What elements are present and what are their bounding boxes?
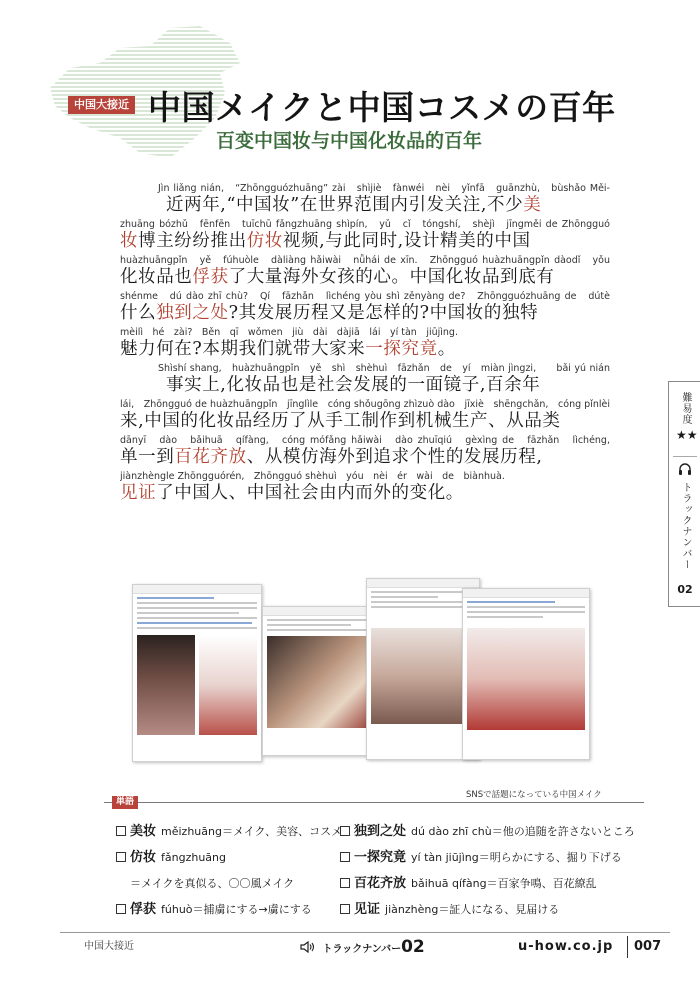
footer-track xyxy=(300,936,425,958)
chinese-line xyxy=(120,446,610,468)
pinyin-line: zhuāng bózhǔ fēnfēn tuīchū fǎngzhuāng shìpín, yǔ cǐ tóngshí, shèjì jīngměi de Zhōngguó xyxy=(120,219,610,230)
vocab-pinyin: dú dào zhī chù xyxy=(411,825,492,838)
vocab-divider xyxy=(104,802,644,803)
chinese-line xyxy=(120,302,610,324)
vocab-list-right xyxy=(340,818,640,922)
text-line xyxy=(120,360,610,396)
checkbox-icon xyxy=(340,878,350,888)
vocab-definition-continued xyxy=(116,870,346,896)
vocab-definition: ＝メイクを真似る、〇〇風メイク xyxy=(130,877,295,890)
text-segment: 。 xyxy=(437,339,456,359)
text-segment: 来,中国的化妆品经历了从手工制作到机械生产、从品类 xyxy=(120,411,561,431)
vocab-item xyxy=(340,818,640,844)
text-line xyxy=(120,324,610,360)
footer-track-label: トラックナンバー xyxy=(322,944,402,955)
vocab-definition: ＝他の追随を許さないところ xyxy=(491,825,635,838)
vocab-highlight: 见证 xyxy=(120,483,157,503)
text-line xyxy=(120,288,610,324)
text-line xyxy=(120,216,610,252)
track-number: 02 xyxy=(677,583,693,596)
sns-post-screenshot xyxy=(462,588,590,760)
makeup-photo xyxy=(137,635,195,735)
section-tag: 中国大接近 xyxy=(68,96,135,114)
vocab-definition: ＝証人になる、見届ける xyxy=(438,903,560,916)
cosmetics-photo xyxy=(267,636,379,728)
pinyin-line: dānyī dào bǎihuā qífàng, cóng mófǎng hǎiwài dào zhuīqiú gèxìng de fāzhǎn lìchéng, xyxy=(120,435,610,446)
chinese-line xyxy=(120,230,610,252)
text-segment: 了中国人、中国社会由内而外的变化。 xyxy=(156,483,464,503)
article-body xyxy=(120,180,610,504)
chinese-line xyxy=(120,482,610,504)
text-segment: 事实上,化妆品也是社会发展的一面镜子,百余年 xyxy=(166,375,541,395)
side-tab xyxy=(668,381,700,607)
vocab-word: 仿妆 xyxy=(130,850,157,865)
checkbox-icon xyxy=(116,852,126,862)
chinese-line xyxy=(120,374,610,396)
text-segment: 化妆品也 xyxy=(120,267,193,287)
pinyin-line: Jìn liǎng nián, “Zhōngguózhuāng” zài shìjiè fànwéi nèi yǐnfā guānzhù, bùshǎo Měi- xyxy=(158,183,610,194)
vocab-highlight: 一探究竟 xyxy=(365,339,438,359)
vocab-highlight: 俘获 xyxy=(192,267,229,287)
page-number: 007 xyxy=(634,939,662,954)
track-label: トラックナンバー xyxy=(680,482,691,570)
vocab-pinyin: yí tàn jiūjìng xyxy=(411,851,479,864)
vocab-definition: ＝捕虜にする→虜にする xyxy=(192,903,312,916)
vocab-word: 百花齐放 xyxy=(354,876,407,891)
text-segment: 单一到 xyxy=(120,447,175,467)
text-segment: 魅力何在?本期我们就带大家来 xyxy=(120,339,366,359)
chinese-line xyxy=(120,266,610,288)
vocab-pinyin: fúhuò xyxy=(161,903,193,916)
text-segment: 视频,与此同时,设计精美的中国 xyxy=(282,231,531,251)
text-segment: 近两年,“中国妆”在世界范围内引发关注,不少 xyxy=(166,195,524,215)
text-segment: 了大量海外女孩的心。中国化妆品到底有 xyxy=(228,267,555,287)
vocab-pinyin: jiànzhèng xyxy=(385,903,439,916)
speaker-icon xyxy=(300,941,316,953)
sns-screenshot-collage xyxy=(132,578,602,778)
text-line xyxy=(120,432,610,468)
text-segment: 博主纷纷推出 xyxy=(138,231,247,251)
footer-track-number: 02 xyxy=(401,937,425,957)
footer-url[interactable]: u-how.co.jp xyxy=(518,939,614,954)
pinyin-line: lái, Zhōngguó de huàzhuāngpǐn jīnglìle cóng shǒugōng zhìzuò dào jīxiè shēngchǎn, cóng pǐnlèi xyxy=(120,399,610,410)
difficulty-stars: ★★ xyxy=(676,428,698,442)
pinyin-line: shénme dú dào zhī chù? Qí fāzhǎn lìchéng yòu shì zěnyàng de? Zhōngguózhuāng de dútè xyxy=(120,291,610,302)
vocab-definition: ＝百家争鳴、百花繚乱 xyxy=(486,877,597,890)
checkbox-icon xyxy=(340,904,350,914)
pinyin-line: jiànzhèngle Zhōngguórén, Zhōngguó shèhuì yóu nèi ér wài de biànhuà. xyxy=(120,471,505,482)
checkbox-icon xyxy=(340,826,350,836)
text-segment: ?其发展历程又是怎样的?中国妆的独特 xyxy=(228,303,539,323)
vocab-item xyxy=(340,896,640,922)
chinese-line xyxy=(120,338,610,360)
checkbox-icon xyxy=(116,904,126,914)
vocab-pinyin: fǎngzhuāng xyxy=(161,851,226,864)
text-segment: 什么 xyxy=(120,303,157,323)
makeup-photo xyxy=(199,635,257,735)
text-segment: 、从模仿海外到追求个性的发展历程, xyxy=(246,447,543,467)
vocab-word: 见证 xyxy=(354,902,381,917)
footer-rule xyxy=(60,932,670,933)
vocab-highlight: 美 xyxy=(523,195,542,215)
vocab-item xyxy=(340,870,640,896)
figure-caption: SNSで話題になっている中国メイク xyxy=(466,790,602,800)
vocab-definition: ＝メイク、美容、コスメ xyxy=(221,825,343,838)
vocab-pinyin: měizhuāng xyxy=(161,825,222,838)
pinyin-line: Shìshí shang, huàzhuāngpǐn yě shì shèhuì fāzhǎn de yí miàn jìngzi, bǎi yú nián xyxy=(158,363,610,374)
makeup-photo xyxy=(371,628,475,724)
vocab-highlight: 仿妆 xyxy=(246,231,283,251)
text-line xyxy=(120,468,610,504)
text-line xyxy=(120,180,610,216)
vocab-pinyin: bǎihuā qífàng xyxy=(411,877,487,890)
vocab-item xyxy=(116,818,346,844)
chinese-line xyxy=(120,410,610,432)
vocab-item xyxy=(340,844,640,870)
makeup-photo xyxy=(467,628,585,730)
pinyin-line: huàzhuāngpǐn yě fúhuòle dàliàng hǎiwài nǚhái de xīn. Zhōngguó huàzhuāngpǐn dàodǐ yǒu xyxy=(120,255,610,266)
footer-section: 中国大接近 xyxy=(84,941,134,952)
vocab-word: 独到之处 xyxy=(354,824,407,839)
vocab-highlight: 独到之处 xyxy=(156,303,229,323)
vocab-tag: 単語 xyxy=(112,796,138,809)
checkbox-icon xyxy=(340,852,350,862)
vocab-list-left xyxy=(116,818,346,922)
vocab-word: 一探究竟 xyxy=(354,850,407,865)
vocab-highlight: 妆 xyxy=(120,231,139,251)
sns-post-screenshot xyxy=(132,584,262,762)
headphones-icon xyxy=(678,462,692,476)
vocab-item xyxy=(116,844,346,870)
page-subtitle-chinese: 百变中国妆与中国化妆品的百年 xyxy=(216,130,483,152)
vocab-word: 俘获 xyxy=(130,902,157,917)
chinese-line xyxy=(120,194,610,216)
text-line xyxy=(120,396,610,432)
vocab-word: 美妆 xyxy=(130,824,157,839)
pinyin-line: mèilì hé zài? Běn qī wǒmen jiù dài dàjiā lái yí tàn jiūjìng. xyxy=(120,327,458,338)
checkbox-icon xyxy=(116,826,126,836)
difficulty-label: 難易度 xyxy=(680,392,691,425)
vocab-highlight: 百花齐放 xyxy=(174,447,247,467)
vocab-item xyxy=(116,896,346,922)
vocab-definition: ＝明らかにする、掘り下げる xyxy=(478,851,622,864)
text-line xyxy=(120,252,610,288)
page-title-japanese: 中国メイクと中国コスメの百年 xyxy=(148,88,616,127)
